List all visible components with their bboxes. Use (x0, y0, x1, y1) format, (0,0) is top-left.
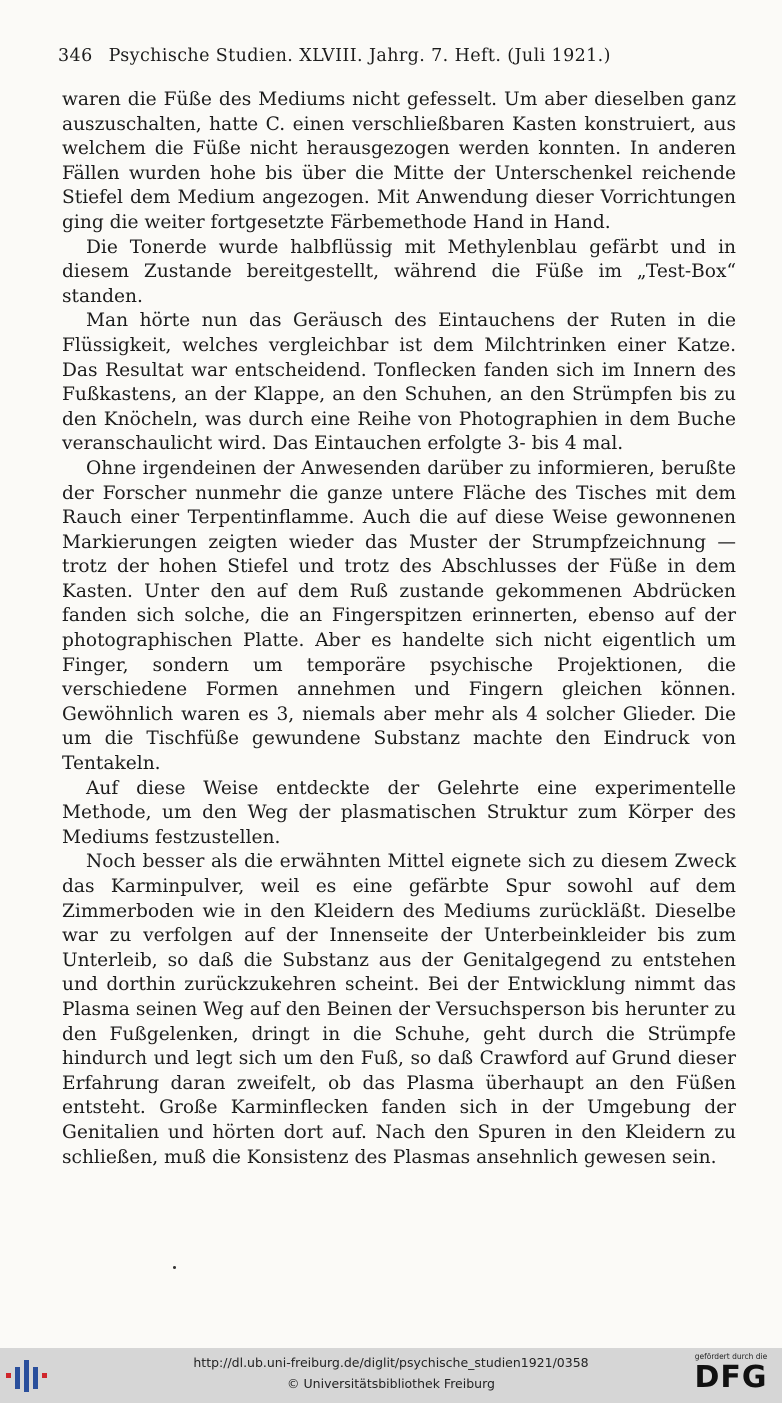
page-number: 346 (58, 46, 93, 66)
running-title: Psychische Studien. XLVIII. Jahrg. 7. Heft. (Juli 1921.) (108, 46, 611, 66)
paragraph: Noch besser als die erwähnten Mittel eignete sich zu diesem Zweck das Karminpulver, weil es eine gefärbte Spur sowohl auf dem Zimmerboden wie in den Kleidern des Mediums zurückläßt. Dieselbe war zu verfolgen auf der Innenseite der Unterbeinkleider bis zum Unterleib, so daß die Substanz aus der Genitalgegend zu entstehen und dorthin zurückzukehren scheint. Bei der Entwicklung nimmt das Plasma seinen Weg auf den Beinen der Versuchsperson bis herunter zu den Fußgelenken, dringt in die Schuhe, geht durch die Strümpfe hindurch und legt sich um den Fuß, so daß Crawford auf Grund dieser Erfahrung daran zweifelt, ob das Plasma überhaupt an den Füßen entsteht. Große Karminflecken fanden sich in der Umgebung der Genitalien und hörten dort auf. Nach den Spuren in den Kleidern zu schließen, muß die Konsistenz des Plasmas ansehnlich gewesen sein. (62, 851, 736, 1168)
paragraph: Die Tonerde wurde halbflüssig mit Methylenblau gefärbt und in diesem Zustande bereitgestellt, während die Füße im „Test-Box“ standen. (62, 236, 736, 307)
dfg-logo-icon: DFG (694, 1360, 768, 1395)
copyright-notice: © Universitätsbibliothek Freiburg (287, 1376, 495, 1391)
footer-bar (0, 1348, 782, 1403)
paragraph: Man hörte nun das Geräusch des Eintauchens der Ruten in die Flüssigkeit, welches vergleichbar ist dem Milchtrinken einer Katze. Das Resultat war entscheidend. Tonflecken fanden sich im Innern des Fußkastens, an der Klappe, an den Schuhen, an den Strümpfen bis zu den Knöcheln, was durch eine Reihe von Photographien in dem Buche veranschaulicht wird. Das Eintauchen erfolgte 3- bis 4 mal. (62, 310, 736, 455)
running-header (58, 46, 698, 66)
paragraph: Auf diese Weise entdeckte der Gelehrte eine experimentelle Methode, um den Weg der plasmatischen Struktur zum Körper des Mediums festzustellen. (62, 777, 736, 848)
scan-speck (173, 1266, 176, 1269)
source-url[interactable]: http://dl.ub.uni-freiburg.de/diglit/psychische_studien1921/0358 (193, 1355, 589, 1370)
paragraph: waren die Füße des Mediums nicht gefesselt. Um aber dieselben ganz auszuschalten, hatte C. einen verschließbaren Kasten konstruiert, aus welchem die Füße nicht herausgezogen werden konnten. In anderen Fällen wurden hohe bis über die Mitte der Unterschenkel reichende Stiefel dem Medium angezogen. Mit Anwendung dieser Vorrichtungen ging die weiter fortgesetzte Färbemethode Hand in Hand. (62, 89, 736, 233)
body-text (62, 88, 736, 1170)
paragraph: Ohne irgendeinen der Anwesenden darüber zu informieren, berußte der Forscher nunmehr die ganze untere Fläche des Tisches mit dem Rauch einer Terpentinflamme. Auch die auf diese Weise gewonnenen Markierungen zeigten wieder das Muster der Strumpfzeichnung — trotz der hohen Stiefel und trotz des Abschlusses der Füße in dem Kasten. Unter den auf dem Ruß zustande gekommenen Abdrücken fanden sich solche, die an Fingerspitzen erinnerten, ebenso auf der photographischen Platte. Aber es handelte sich nicht eigentlich um Finger, sondern um temporäre psychische Projektionen, die verschiedene Formen annehmen und Fingern gleichen können. Gewöhnlich waren es 3, niemals aber mehr als 4 solcher Glieder. Die um die Tischfüße gewundene Substanz machte den Eindruck von Tentakeln. (62, 457, 736, 775)
funder-caption: gefördert durch die (694, 1352, 768, 1361)
